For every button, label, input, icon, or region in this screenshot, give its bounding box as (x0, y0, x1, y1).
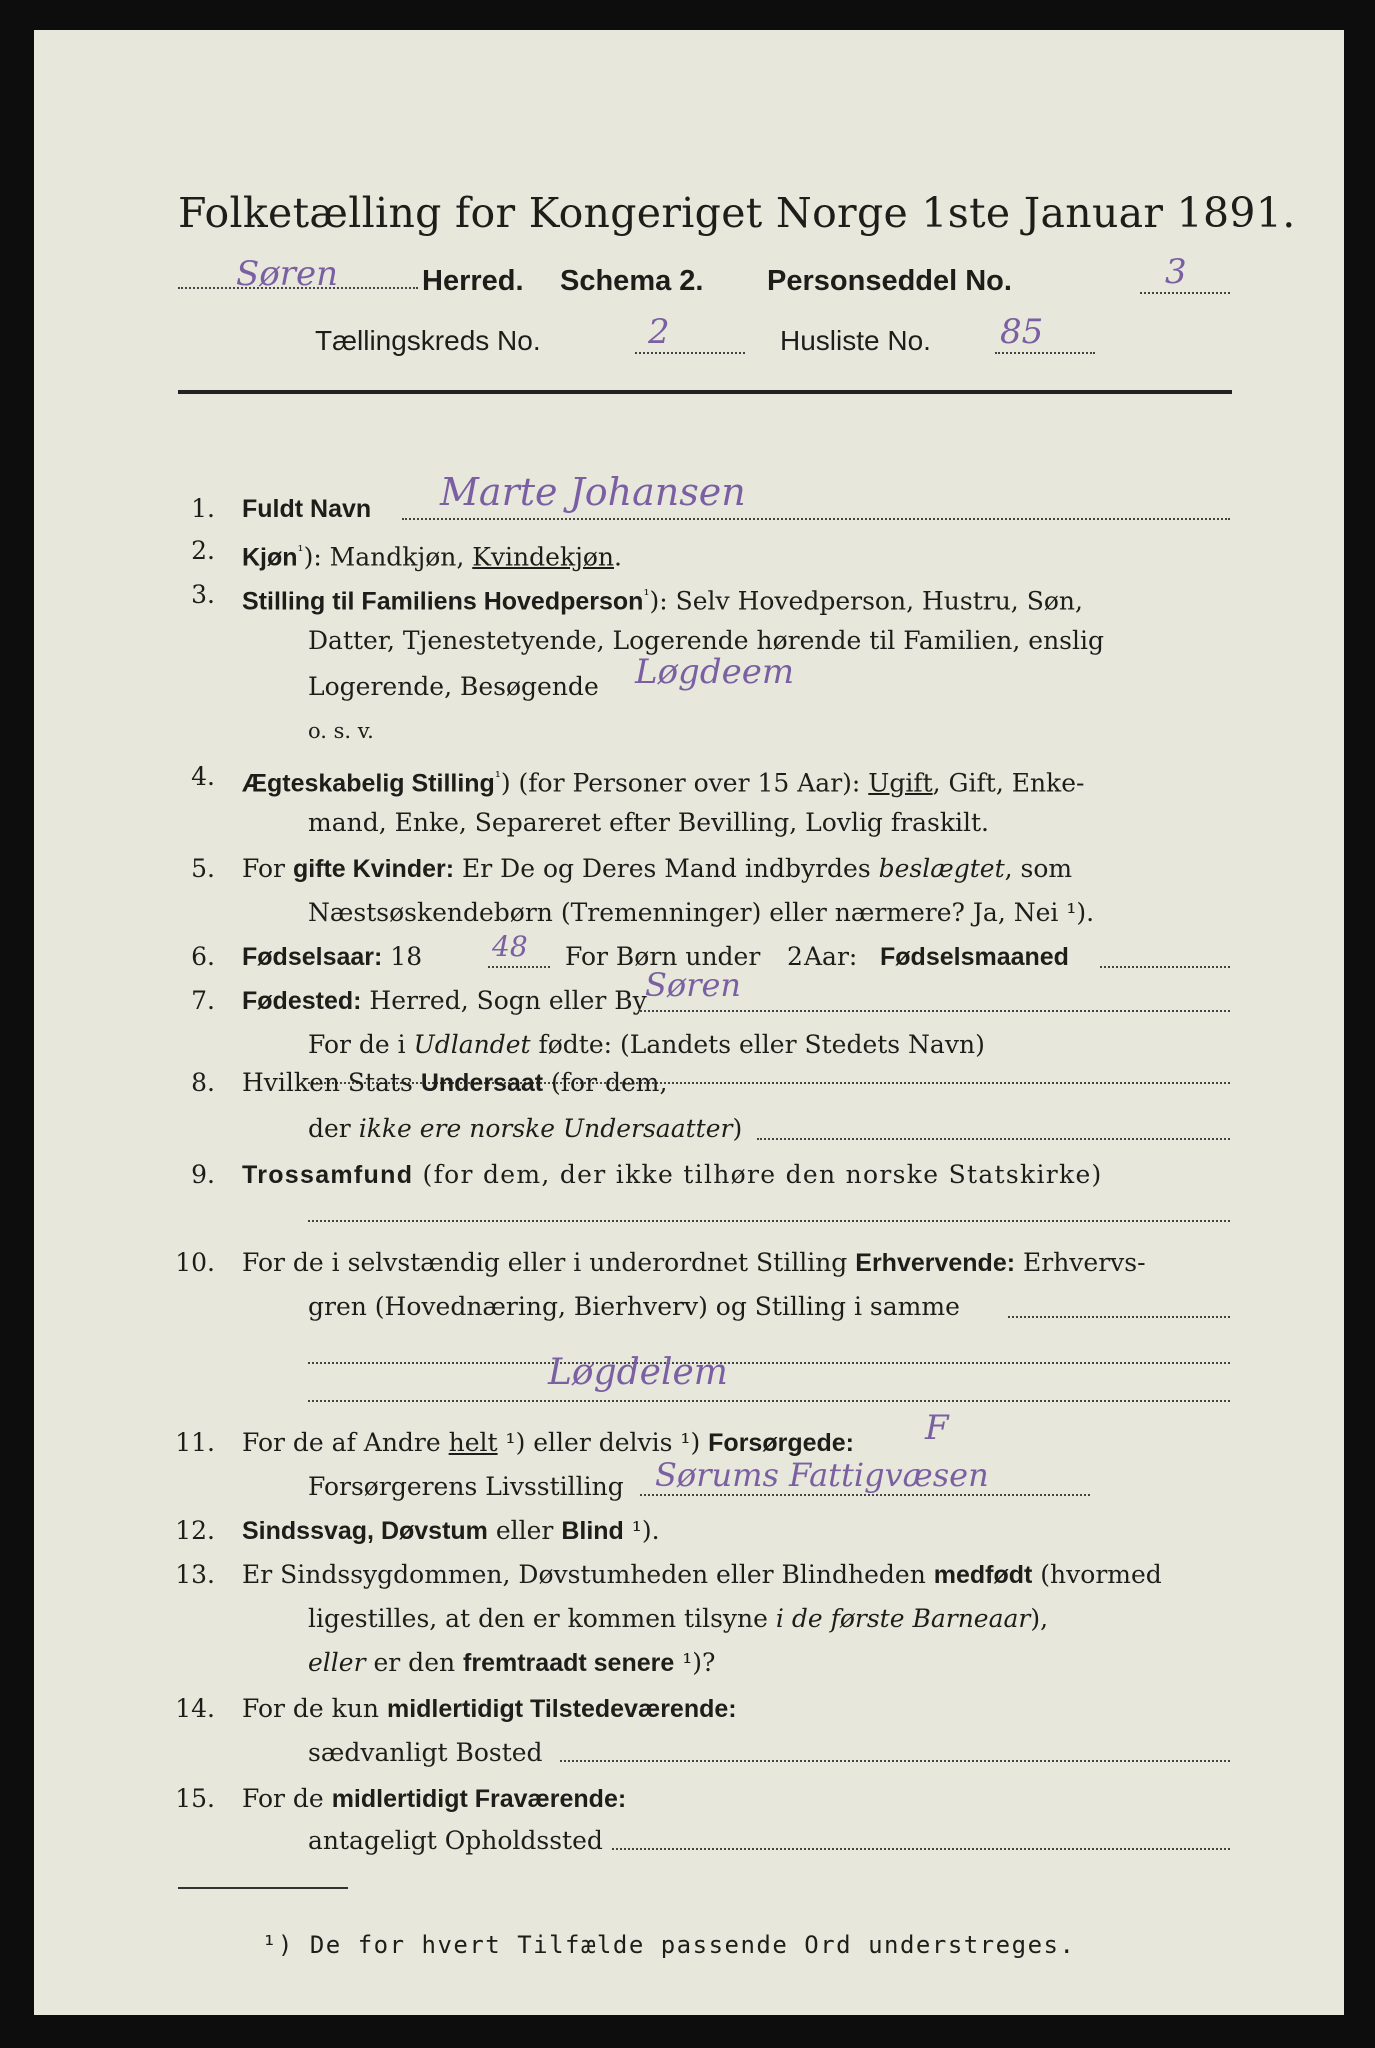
q10-answer-line1 (308, 1362, 1230, 1364)
q13-number: 13. (175, 1560, 215, 1589)
q11-forsorgede: Forsørgede: (708, 1429, 855, 1457)
q10-line1a: For de i selvstændig eller i underordnet Stilling (242, 1248, 856, 1277)
q5-line2: Næstsøskendebørn (Tremenninger) eller nærmere? Ja, Nei ¹). (308, 898, 1095, 927)
q11-answer-line (640, 1494, 1090, 1496)
q2-number: 2. (191, 536, 215, 565)
herred-label: Herred. (422, 265, 524, 297)
husliste-label: Husliste No. (780, 325, 931, 356)
q4-label: Ægteskabelig Stilling (242, 769, 495, 798)
q3-line4: o. s. v. (308, 719, 374, 743)
q13-line3d: ¹)? (674, 1648, 716, 1677)
q14-answer-line (560, 1760, 1230, 1762)
q2-label: Kjøn (242, 543, 298, 572)
q3-label: Stilling til Familiens Hovedperson (242, 587, 644, 616)
q11-line2: Forsørgerens Livsstilling (308, 1472, 624, 1501)
q2-kvindekjon: Kvindekjøn (472, 542, 614, 572)
q14-line1 (242, 1694, 737, 1724)
q1-number: 1. (191, 494, 215, 523)
husliste-handwritten: 85 (1000, 312, 1044, 352)
q5-line1a: Er De og Deres Mand indbyrdes (454, 854, 879, 883)
q15-line2: antageligt Opholdssted (308, 1826, 603, 1855)
q11-answer2: Sørums Fattigvæsen (655, 1456, 989, 1494)
q10-number: 10. (175, 1248, 215, 1277)
q6-answer-line (1100, 966, 1230, 968)
q10-answer-line2 (308, 1400, 1230, 1402)
q12-number: 12. (175, 1516, 215, 1545)
q6-label2: Fødselsmaaned (880, 943, 1069, 971)
q7-number: 7. (191, 986, 215, 1015)
q13-line3b: er den (365, 1648, 464, 1677)
q9-line1-text: (for dem, der ikke tilhøre den norske Statskirke) (413, 1160, 1103, 1189)
q12-eller: eller (487, 1516, 562, 1545)
q8-number: 8. (191, 1068, 215, 1097)
q10-line2: gren (Hovednæring, Bierhverv) og Stilling i samme (308, 1292, 960, 1321)
q6-mid-answer: 2 (787, 942, 803, 971)
q2-text-a: ): Mandkjøn, (303, 542, 473, 572)
q11-line1a: For de af Andre (242, 1428, 449, 1457)
q7-answer: Søren (645, 966, 742, 1004)
q14-label: midlertidigt Tilstedeværende: (386, 1695, 737, 1723)
q12-blind: Blind (561, 1517, 624, 1545)
q14-number: 14. (175, 1694, 215, 1723)
q6-label: Fødselsaar: (242, 943, 383, 971)
q5-beslaegtet: beslægtet (878, 854, 1005, 883)
q2-sup: ¹ (297, 542, 304, 560)
q13-line3 (308, 1648, 715, 1678)
q5-line1c: , som (1004, 854, 1073, 883)
q8-line1c: (for dem, (543, 1068, 668, 1097)
q12-line (242, 1516, 660, 1546)
q5-label: gifte Kvinder: (292, 855, 455, 883)
q7-line2c: fødte: (Landets eller Stedets Navn) (530, 1030, 985, 1059)
q12-label-a: Sindssvag, Døvstum (242, 1517, 488, 1545)
q4-ugift: Ugift (868, 768, 933, 798)
q9-answer-line (308, 1220, 1230, 1222)
q9-line1 (242, 1160, 1103, 1190)
q3-line1-text: ): Selv Hovedperson, Hustru, Søn, (649, 586, 1083, 616)
q7-line1-text: Herred, Sogn eller By (361, 986, 647, 1015)
q12-end: ¹). (623, 1516, 660, 1545)
personseddel-dotted-line (1140, 292, 1230, 294)
husliste-dotted-line (995, 352, 1095, 354)
q8-line2a: der (308, 1114, 359, 1143)
q7-line1 (242, 986, 647, 1016)
footnote: ¹) De for hvert Tilfælde passende Ord understreges. (262, 1931, 1076, 1959)
q15-number: 15. (175, 1784, 215, 1813)
q15-answer-line (612, 1848, 1230, 1850)
q3-line1 (242, 580, 1083, 616)
q11-answer1: F (925, 1408, 949, 1448)
q7-label: Fødested: (242, 987, 362, 1015)
q8-italic: ikke ere norske Undersaatter (358, 1114, 733, 1143)
q8-line2 (308, 1114, 742, 1144)
q4-number: 4. (191, 762, 215, 791)
q8-line1 (242, 1068, 667, 1098)
q1-answer-line (402, 518, 1230, 520)
q3-line2: Datter, Tjenestetyende, Logerende hørende til Familien, enslig (308, 626, 1105, 655)
kreds-label: Tællingskreds No. (315, 325, 541, 356)
q5-number: 5. (191, 854, 215, 883)
q13-line1a: Er Sindssygdommen, Døvstumheden eller Blindheden (242, 1560, 934, 1589)
q15-label: midlertidigt Fraværende: (331, 1785, 627, 1813)
header-rule (178, 390, 1232, 394)
q14-line1a: For de kun (242, 1694, 387, 1723)
q13-line2a: ligestilles, at den er kommen tilsyne (308, 1604, 776, 1633)
q1-answer: Marte Johansen (440, 470, 746, 514)
q10-erhvervende: Erhvervende: (855, 1249, 1016, 1277)
herred-handwritten: Søren (236, 254, 339, 294)
footnote-rule (178, 1887, 348, 1889)
q10-answer: Løgdelem (548, 1352, 728, 1393)
q7-line2 (308, 1030, 985, 1060)
q2-text-c: . (614, 542, 622, 572)
q14-line2: sædvanligt Bosted (308, 1738, 543, 1767)
q10-line1 (242, 1248, 1146, 1278)
q13-line1c: (hvormed (1032, 1560, 1162, 1589)
q15-line1 (242, 1784, 626, 1814)
q3-answer: Løgdeem (635, 652, 795, 692)
q6-mid: For Børn under (565, 942, 761, 971)
q4-sup: ¹ (494, 768, 501, 786)
q11-helt: helt (448, 1428, 498, 1457)
q9-number: 9. (191, 1160, 215, 1189)
q6-year-line (488, 966, 550, 968)
q6-mid-b: Aar: (804, 942, 858, 971)
q7-udlandet: Udlandet (413, 1030, 531, 1059)
q8-undersaat: Undersaat (420, 1069, 544, 1097)
q13-barneaar: i de første Barneaar (775, 1604, 1031, 1633)
q13-line1 (242, 1560, 1162, 1590)
q6-prefix: 18 (382, 942, 423, 971)
kreds-handwritten: 2 (648, 312, 670, 352)
q7-line2a: For de i (308, 1030, 414, 1059)
q13-line2c: ), (1030, 1604, 1049, 1633)
q5-line1 (242, 854, 1072, 884)
q8-line2c: ) (732, 1114, 743, 1143)
q11-line1c: ¹) eller delvis ¹) (497, 1428, 709, 1457)
q4-line1 (242, 762, 1084, 798)
q3-line3: Logerende, Besøgende (308, 672, 599, 701)
q13-medfodt: medfødt (933, 1561, 1033, 1589)
q6-number: 6. (191, 942, 215, 971)
q8-answer-line (757, 1138, 1230, 1140)
q6-year-answer: 48 (492, 930, 528, 963)
q4-line1c: , Gift, Enke- (932, 768, 1085, 798)
q3-sup: ¹ (643, 586, 650, 604)
q2-line (242, 536, 622, 572)
q15-line1a: For de (242, 1784, 332, 1813)
personseddel-label: Personseddel No. (767, 265, 1012, 297)
q4-line2: mand, Enke, Separeret efter Bevilling, Lovlig fraskilt. (308, 808, 989, 837)
personseddel-handwritten: 3 (1165, 252, 1187, 292)
q5-pre: For (242, 854, 293, 883)
q6-line (242, 942, 422, 972)
q13-eller: eller (308, 1648, 366, 1677)
schema-label: Schema 2. (560, 265, 704, 297)
q10-line2-dots (1008, 1316, 1230, 1318)
kreds-dotted-line (635, 352, 745, 354)
q13-line2 (308, 1604, 1048, 1634)
q11-line1 (242, 1428, 854, 1458)
q1-label: Fuldt Navn (242, 495, 372, 523)
form-title: Folketælling for Kongeriget Norge 1ste Januar 1891. (178, 189, 1296, 237)
q10-line1c: Erhvervs- (1015, 1248, 1146, 1277)
q13-fremtraadt: fremtraadt senere (463, 1649, 675, 1677)
q8-line1a: Hvilken Stats (242, 1068, 421, 1097)
q4-line1a: ) (for Personer over 15 Aar): (500, 768, 869, 798)
q3-number: 3. (191, 580, 215, 609)
q9-label: Trossamfund (242, 1161, 414, 1189)
q7-answer-line (640, 1010, 1230, 1012)
q11-number: 11. (175, 1428, 215, 1457)
